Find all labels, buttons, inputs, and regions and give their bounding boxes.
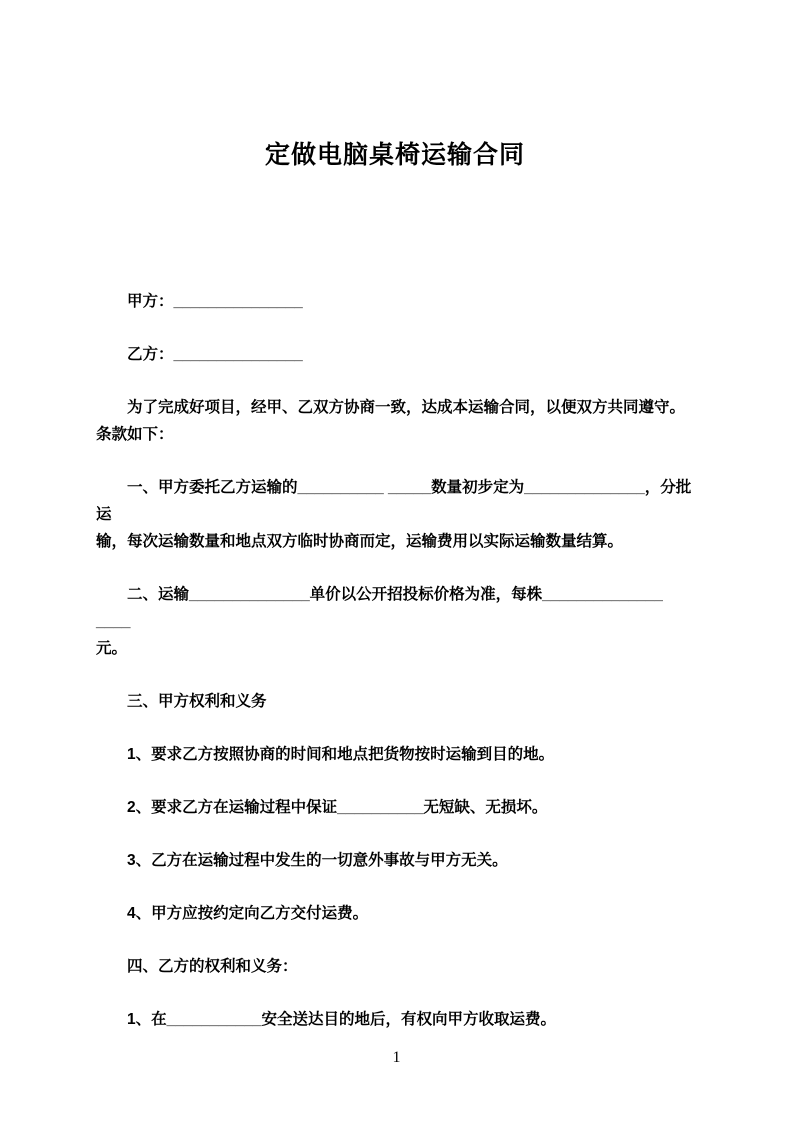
preamble — [96, 394, 694, 448]
clause-1-line-1: 一、甲方委托乙方运输的__________ _____数量初步定为______________，分批运 — [96, 479, 692, 523]
clause-2-line-2: 元。 — [96, 640, 128, 657]
document-title: 定做电脑桌椅运输合同 — [264, 141, 525, 169]
clause-3-heading — [96, 688, 694, 715]
clause-3-item-1-text: 1、要求乙方按照协商的时间和地点把货物按时运输到目的地。 — [127, 746, 555, 763]
clause-2-line-1: 二、运输______________单价以公开招投标价格为准，每株______________ ____ — [96, 586, 663, 630]
party-b-line — [96, 341, 694, 368]
document-content — [96, 0, 694, 1059]
clause-4-item-1 — [96, 1006, 694, 1033]
clause-3-heading-text: 三、甲方权利和义务 — [127, 693, 267, 710]
clause-3-item-3-text: 3、乙方在运输过程中发生的一切意外事故与甲方无关。 — [127, 852, 508, 869]
preamble-line-2: 条款如下： — [96, 426, 174, 443]
clause-3-item-1 — [96, 741, 694, 768]
clause-3-item-3 — [96, 847, 694, 874]
clause-2 — [96, 581, 694, 662]
page-number: 1 — [392, 1049, 401, 1066]
clause-4-heading — [96, 953, 694, 980]
party-b-text: 乙方：_______________ — [127, 346, 303, 363]
clause-3-item-2 — [96, 794, 694, 821]
clause-3-item-2-text: 2、要求乙方在运输过程中保证__________无短缺、无损坏。 — [127, 799, 548, 816]
clause-3-item-4 — [96, 900, 694, 927]
clause-1-line-2: 输，每次运输数量和地点双方临时协商而定，运输费用以实际运输数量结算。 — [96, 533, 624, 550]
party-a-text: 甲方：_______________ — [127, 293, 303, 310]
party-a-line — [96, 288, 694, 315]
clause-4-item-1-text: 1、在___________安全送达目的地后，有权向甲方收取运费。 — [127, 1011, 556, 1028]
clause-1 — [96, 474, 694, 555]
clause-3-item-4-text: 4、甲方应按约定向乙方交付运费。 — [127, 905, 369, 922]
clause-4-heading-text: 四、乙方的权利和义务： — [127, 958, 298, 975]
preamble-line-1: 为了完成好项目，经甲、乙双方协商一致，达成本运输合同，以便双方共同遵守。 — [127, 399, 686, 416]
